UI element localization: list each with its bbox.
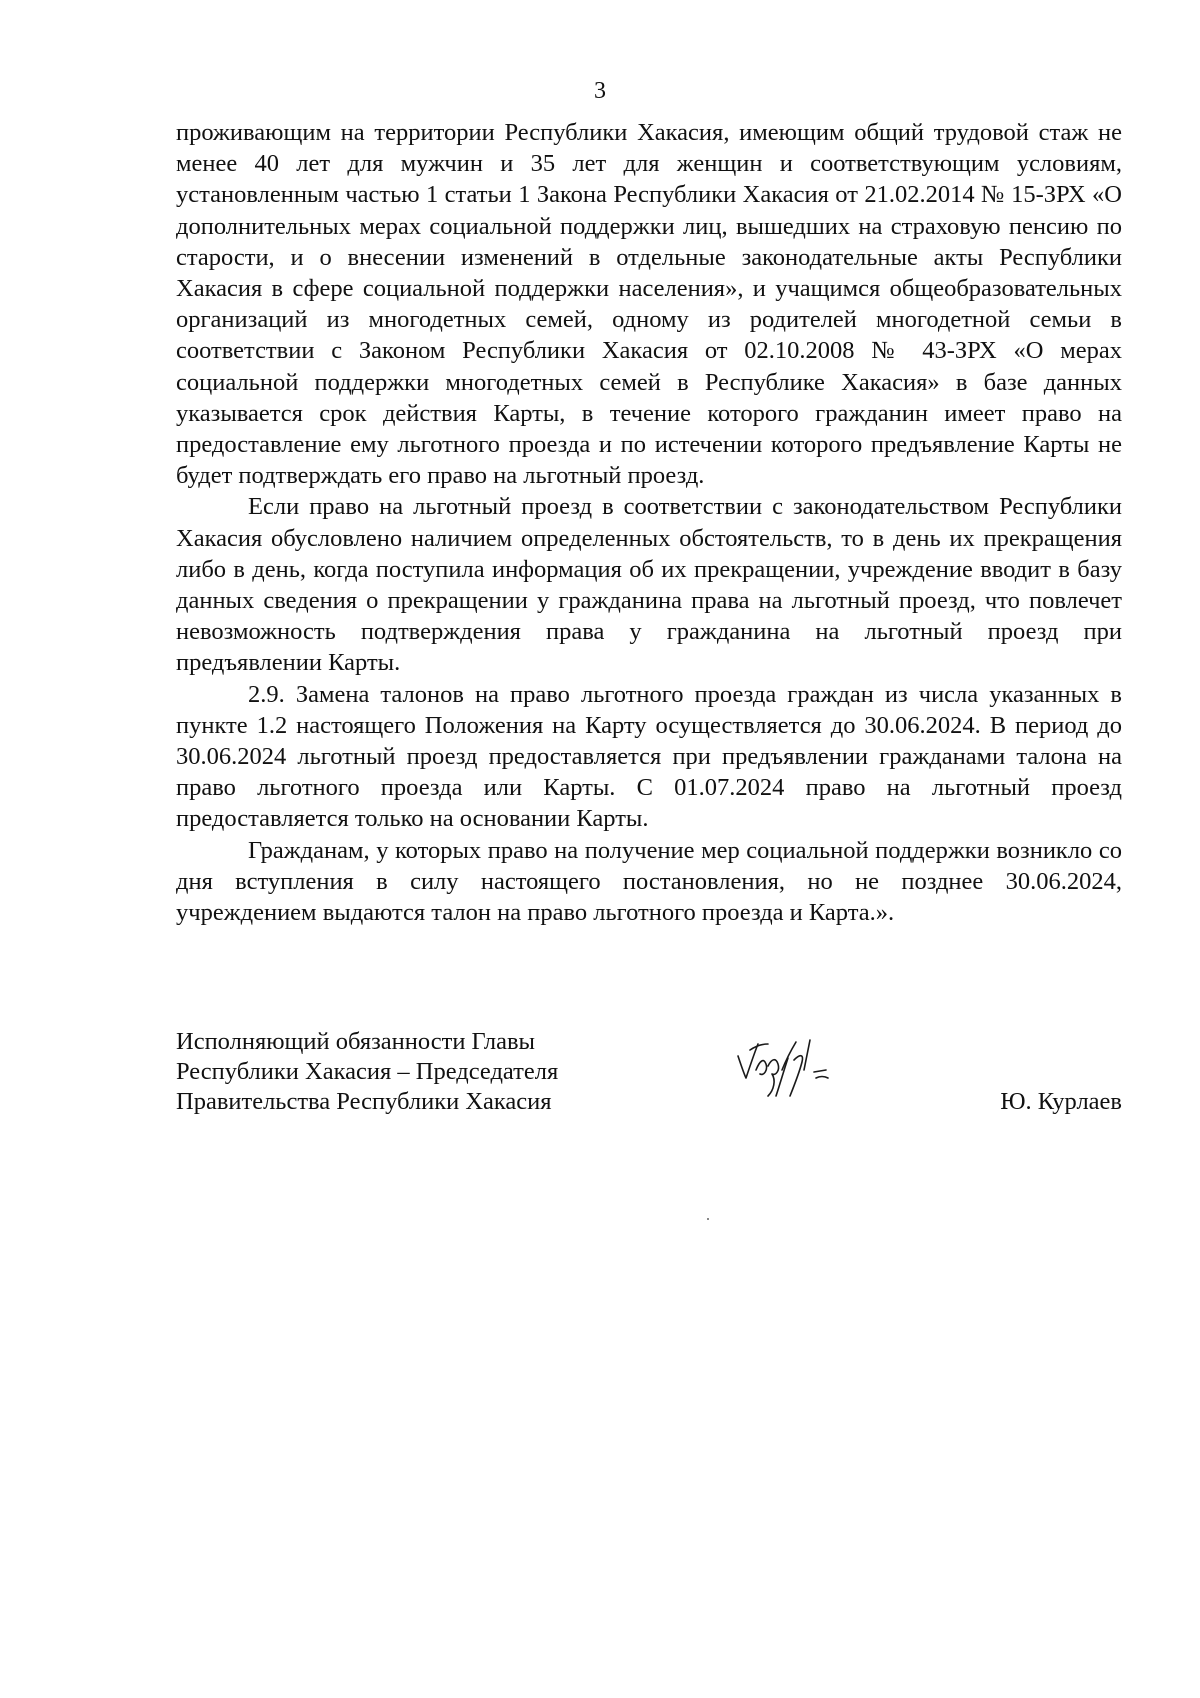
signatory-position	[176, 1027, 558, 1117]
paragraph-4: Гражданам, у которых право на получение мер социальной поддержки возникло со дня вступления в силу настоящего постановления, но не позднее 30.06.2024, учреждением выдаются талон на право льготного проезда и Карта.».	[176, 836, 1122, 927]
paragraph-3: 2.9. Замена талонов на право льготного проезда граждан из числа указанных в пункте 1.2 настоящего Положения на Карту осуществляется до 30.06.2024. В период до 30.06.2024 льготный проезд предоставляется при предъявлении гражданами талона на право льготного проезда или Карты. С 01.07.2024 право на льготный проезд предоставляется только на основании Карты.	[176, 680, 1122, 833]
paragraph-1: проживающим на территории Республики Хакасия, имеющим общий трудовой стаж не менее 40 лет для мужчин и 35 лет для женщин и соответствующим условиям, установленным частью 1 статьи 1 Закона Республики Хакасия от 21.02.2014 № 15-ЗРХ «О дополнительных мерах социальной поддержки лиц, вышедших на страховую пенсию по старости, и о внесении изменений в отдельные законодательные акты Республики Хакасия в сфере социальной поддержки населения», и учащимся общеобразовательных организаций из многодетных семей, одному из родителей многодетной семьи в соответствии с Законом Республики Хакасия от 02.10.2008 № 43-ЗРХ «О мерах социальной поддержки многодетных семей в Республике Хакасия» в базе данных указывается срок действия Карты, в течение которого гражданин имеет право на предоставление ему льготного проезда и по истечении которого предъявление Карты не будет подтверждать его право на льготный проезд.	[176, 119, 1122, 490]
signer-name: Ю. Курлаев	[1000, 1088, 1122, 1115]
scan-speck	[707, 1218, 709, 1220]
position-line-2: Республики Хакасия – Председателя	[176, 1058, 559, 1085]
position-line-1: Исполняющий обязанности Главы	[176, 1028, 536, 1055]
position-line-3: Правительства Республики Хакасия	[176, 1088, 552, 1115]
paragraph-2: Если право на льготный проезд в соответствии с законодательством Республики Хакасия обусловлено наличием определенных обстоятельств, то в день их прекращения либо в день, когда поступила информация об их прекращении, учреждение вводит в базу данных сведения о прекращении у гражданина права на льготный проезд, что повлечет невозможность подтверждения права у гражданина на льготный проезд при предъявлении Карты.	[176, 493, 1122, 677]
page-number: 3	[594, 78, 606, 104]
handwritten-signature	[728, 1030, 848, 1102]
document-body	[176, 117, 1122, 928]
